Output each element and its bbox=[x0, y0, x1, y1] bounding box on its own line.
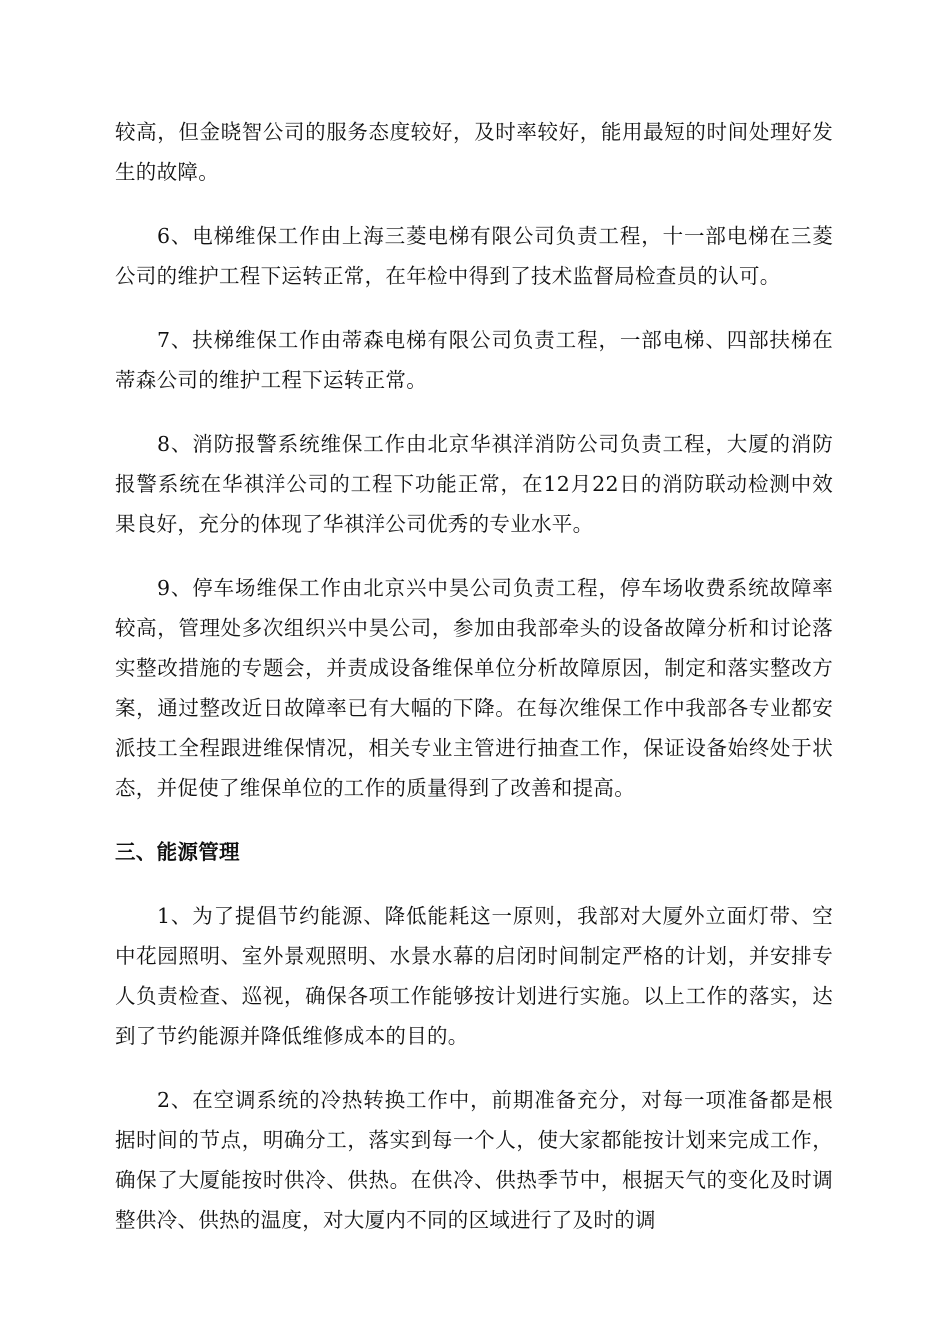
paragraph-item-8: 8、消防报警系统维保工作由北京华祺洋消防公司负责工程，大厦的消防报警系统在华祺洋公司的工程下功能正常，在12月22日的消防联动检测中效果良好，充分的体现了华祺洋公司优秀的专业水平。 bbox=[115, 432, 833, 536]
paragraph-energy-2: 2、在空调系统的冷热转换工作中，前期准备充分，对每一项准备都是根据时间的节点，明确分工，落实到每一个人，使大家都能按计划来完成工作，确保了大厦能按时供冷、供热。在供冷、供热季节中，根据天气的变化及时调整供冷、供热的温度，对大厦内不同的区域进行了及时的调 bbox=[115, 1088, 833, 1232]
paragraph-item-6: 6、电梯维保工作由上海三菱电梯有限公司负责工程，十一部电梯在三菱公司的维护工程下运转正常，在年检中得到了技术监督局检查员的认可。 bbox=[115, 224, 833, 288]
paragraph-energy-1: 1、为了提倡节约能源、降低能耗这一原则，我部对大厦外立面灯带、空中花园照明、室外景观照明、水景水幕的启闭时间制定严格的计划，并安排专人负责检查、巡视，确保各项工作能够按计划进行实施。以上工作的落实，达到了节约能源并降低维修成本的目的。 bbox=[115, 904, 833, 1048]
paragraph-item-9: 9、停车场维保工作由北京兴中昊公司负责工程，停车场收费系统故障率较高，管理处多次组织兴中昊公司，参加由我部牵头的设备故障分析和讨论落实整改措施的专题会，并责成设备维保单位分析故障原因，制定和落实整改方案，通过整改近日故障率已有大幅的下降。在每次维保工作中我部各专业都安派技工全程跟进维保情况，相关专业主管进行抽查工作，保证设备始终处于状态，并促使了维保单位的工作的质量得到了改善和提高。 bbox=[115, 576, 833, 800]
paragraph-continuation: 较高，但金晓智公司的服务态度较好，及时率较好，能用最短的时间处理好发生的故障。 bbox=[115, 120, 833, 184]
document-body bbox=[115, 112, 833, 1264]
section-heading: 三、能源管理 bbox=[115, 840, 240, 864]
paragraph-item-7: 7、扶梯维保工作由蒂森电梯有限公司负责工程，一部电梯、四部扶梯在蒂森公司的维护工程下运转正常。 bbox=[115, 328, 833, 392]
